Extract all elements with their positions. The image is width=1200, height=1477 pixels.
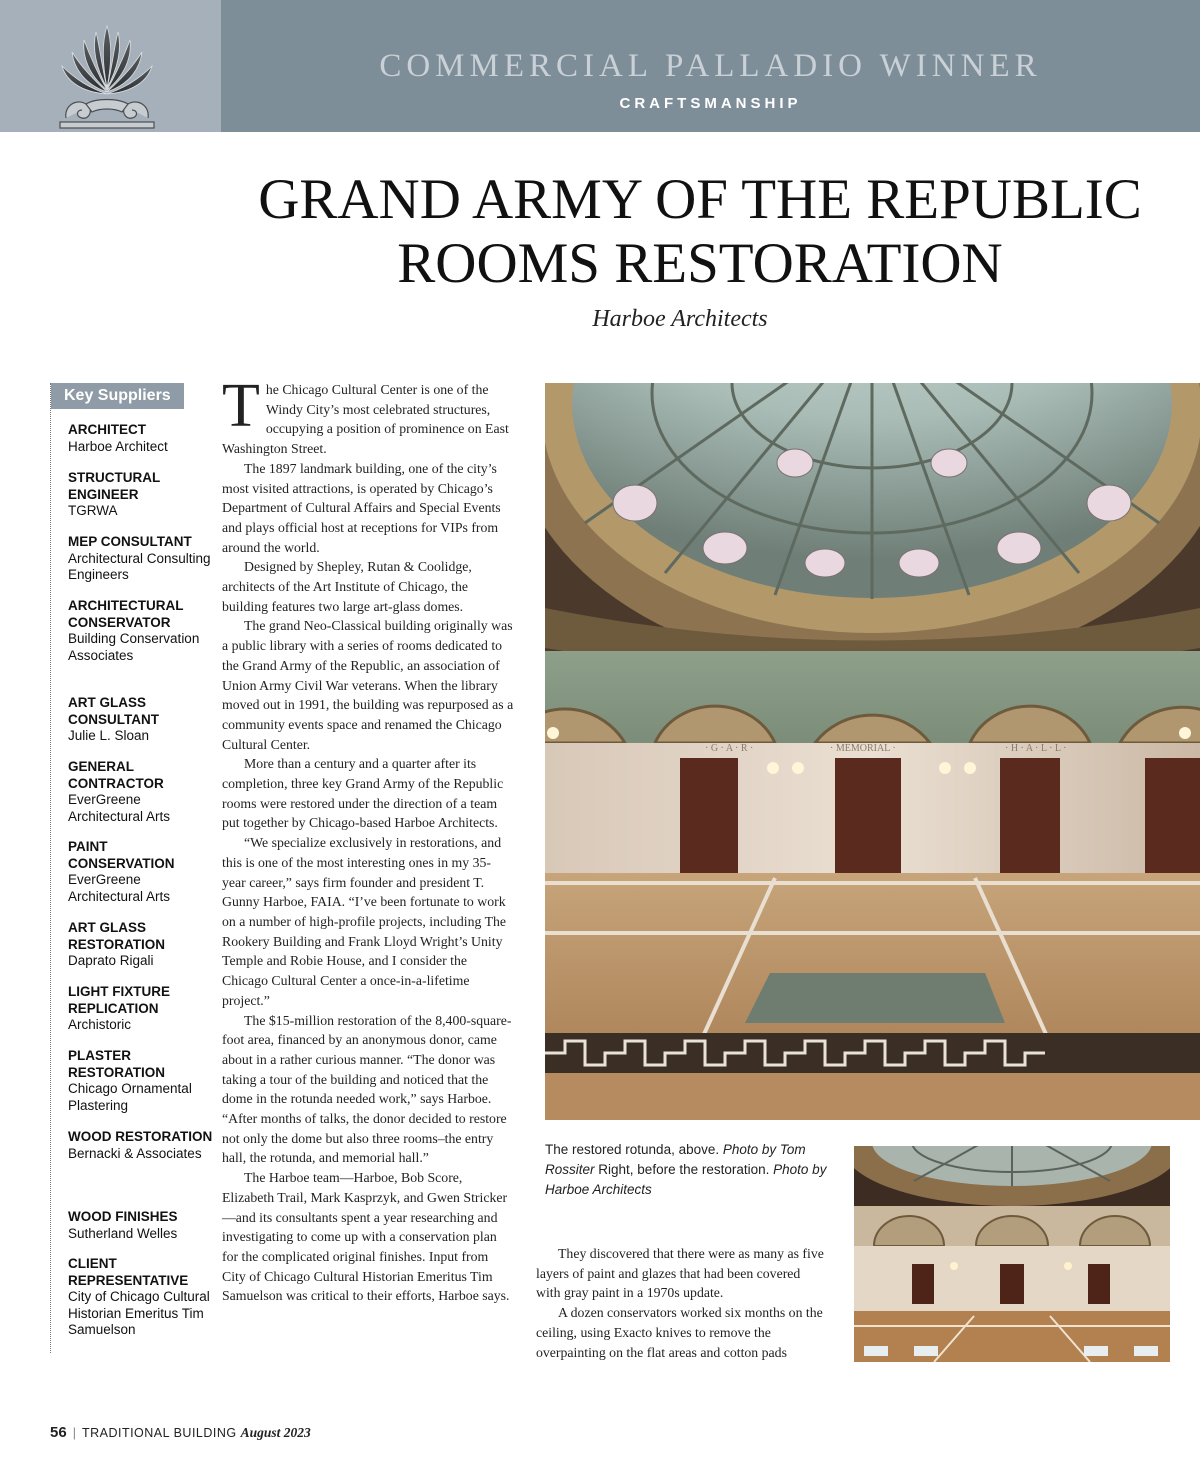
caption-text: Right, before the restoration.: [598, 1162, 770, 1177]
supplier-name: Sutherland Welles: [68, 1225, 178, 1241]
photo-label-gar: · G · A · R ·: [705, 743, 754, 754]
supplier-name: Architectural Consulting Engineers: [68, 550, 211, 582]
supplier-item: [68, 1256, 213, 1339]
supplier-item: [68, 470, 213, 520]
photo-credit: Photo by Tom Rossiter: [545, 1142, 806, 1177]
article-title: [200, 168, 1200, 296]
article-paragraph: They discovered that there were as many as five layers of paint and glazes that had been covered with gray paint in a 1970s update.: [536, 1246, 824, 1301]
supplier-name: EverGreene Architectural Arts: [68, 872, 171, 904]
supplier-role: PAINT CONSERVATION: [68, 839, 175, 871]
supplier-item: [68, 422, 213, 455]
supplier-name: Building Conservation Associates: [68, 631, 200, 663]
article-paragraph: The grand Neo-Classical building originally was a public library with a series of rooms dedicated to the Grand Army of the Republic, an association of Union Army Civil War veterans. When the library moved out in 1991, the building was repurposed as a community events space and renamed the Chicago Cultural Center.: [222, 618, 514, 752]
supplier-name: EverGreene Architectural Arts: [68, 792, 171, 824]
photo-label-hall: · H · A · L · L ·: [1005, 743, 1067, 754]
drop-cap: T: [222, 372, 260, 440]
supplier-name: Bernacki & Associates: [68, 1145, 202, 1161]
issue-date: August 2023: [240, 1425, 311, 1440]
header-left-panel: [0, 0, 221, 132]
before-restoration-photo: [854, 1146, 1170, 1362]
article-paragraph: More than a century and a quarter after its completion, three key Grand Army of the Republic rooms were restored under the direction of a team put together by Chicago-based Harboe Architects.: [222, 756, 504, 831]
supplier-role: WOOD FINISHES: [68, 1209, 178, 1224]
supplier-item: [68, 695, 213, 745]
rotunda-photo-illustration: [545, 383, 1200, 1120]
article-title-line2: ROOMS RESTORATION: [397, 232, 1003, 295]
anthemion-ornament-icon: [56, 22, 158, 130]
supplier-name: Chicago Ornamental Plastering: [68, 1081, 192, 1113]
article-paragraph: The Harboe team—Harboe, Bob Score, Elizabeth Trail, Mark Kasprzyk, and Gwen Stricker—and its consultants spent a year researching and investigating to come up with a conservation plan for the complicated original finishes. Input from City of Chicago Cultural Historian Emeritus Tim Samuelson was critical to their efforts, Harboe says.: [222, 1170, 510, 1304]
supplier-role: ARCHITECT: [68, 422, 146, 437]
caption-text: The restored rotunda, above.: [545, 1142, 720, 1157]
supplier-role: WOOD RESTORATION: [68, 1129, 213, 1144]
supplier-role: MEP CONSULTANT: [68, 534, 192, 549]
supplier-name: Harboe Architect: [68, 438, 168, 454]
photo-caption: [545, 1140, 835, 1200]
supplier-name: City of Chicago Cultural Historian Emeritus Tim Samuelson: [68, 1289, 210, 1337]
article-body-column-2: [536, 1244, 826, 1362]
supplier-item: [68, 1129, 213, 1162]
supplier-role: ART GLASS CONSULTANT: [68, 695, 159, 727]
photo-label-memorial: · MEMORIAL ·: [830, 743, 896, 754]
article-title-line1: GRAND ARMY OF THE REPUBLIC: [258, 168, 1142, 231]
page-number: 56: [50, 1424, 67, 1441]
supplier-role: LIGHT FIXTURE REPLICATION: [68, 984, 170, 1016]
section-title: COMMERCIAL PALLADIO WINNER: [379, 48, 1042, 84]
article-body-column-1: [222, 372, 514, 1306]
supplier-item: [68, 534, 213, 584]
supplier-role: ART GLASS RESTORATION: [68, 920, 166, 952]
key-suppliers-sidebar: [50, 383, 213, 1353]
article-paragraph: Designed by Shepley, Rutan & Coolidge, architects of the Art Institute of Chicago, the building features two large art-glass domes.: [222, 559, 472, 614]
paragraph-text: he Chicago Cultural Center is one of the Windy City’s most celebrated structures, occupying a position of prominence on East Washington Street.: [222, 382, 509, 457]
magazine-name: TRADITIONAL BUILDING: [81, 1426, 237, 1440]
supplier-name: Daprato Rigali: [68, 953, 154, 968]
supplier-item: [68, 759, 213, 825]
supplier-name: Archistoric: [68, 1017, 132, 1032]
key-suppliers-label: Key Suppliers: [51, 383, 184, 409]
footer-divider: |: [72, 1426, 76, 1440]
supplier-item: [68, 839, 213, 905]
rotunda-photo: [545, 383, 1200, 1120]
supplier-item: [68, 598, 213, 664]
supplier-role: CLIENT REPRESENTATIVE: [68, 1256, 189, 1288]
article-byline: Harboe Architects: [592, 306, 768, 332]
article-paragraph: The 1897 landmark building, one of the city’s most visited attractions, is operated by Chicago’s Department of Cultural Affairs and Special Events and plays official host at receptions for VIPs from around the world.: [222, 460, 501, 555]
photo-credit: Photo by Harboe Architects: [545, 1162, 827, 1197]
supplier-item: [68, 1209, 213, 1242]
supplier-role: ARCHITECTURAL CONSERVATOR: [68, 598, 184, 630]
article-paragraph: [222, 372, 514, 459]
supplier-name: TGRWA: [68, 503, 118, 518]
page-footer: [50, 1424, 311, 1441]
article-paragraph: “We specialize exclusively in restorations, and this is one of the most interesting ones in my 35-year career,” says firm founder and president T. Gunny Harboe, FAIA. “I’ve been fortunate to work on a number of high-profile projects, including The Rookery Building and Frank Lloyd Wright’s Unity Temple and Robie House, and I consider the Chicago Cultural Center a once-in-a-lifetime project.”: [222, 835, 507, 1008]
article-paragraph: The $15-million restoration of the 8,400-square-foot area, financed by an anonymous donor, came about in a rather curious manner. “The donor was taking a tour of the building and noticed that the dome in the rotunda needed work,” says Harboe. “After months of talks, the donor decided to restore not only the dome but also three rooms–the entry hall, the rotunda, and memorial hall.”: [222, 1012, 512, 1166]
supplier-item: [68, 984, 213, 1034]
supplier-item: [68, 920, 213, 970]
supplier-item: [68, 1048, 213, 1114]
before-restoration-illustration: [854, 1146, 1170, 1362]
supplier-role: STRUCTURAL ENGINEER: [68, 470, 160, 502]
section-subtitle: CRAFTSMANSHIP: [619, 95, 802, 112]
supplier-name: Julie L. Sloan: [68, 728, 150, 743]
supplier-role: GENERAL CONTRACTOR: [68, 759, 164, 791]
supplier-role: PLASTER RESTORATION: [68, 1048, 166, 1080]
article-paragraph: A dozen conservators worked six months on the ceiling, using Exacto knives to remove the overpainting on the flat areas and cotton pads: [536, 1305, 823, 1360]
